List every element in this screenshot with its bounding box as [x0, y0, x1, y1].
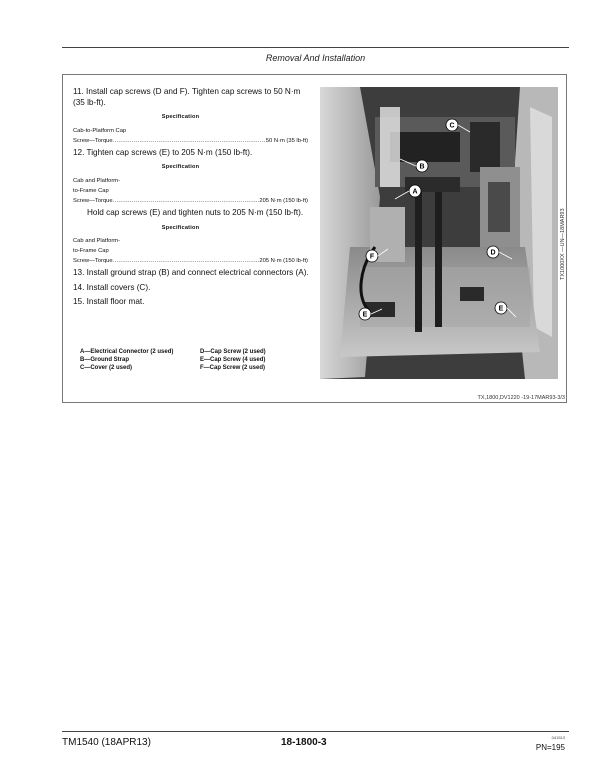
legend-item: B—Ground Strap [80, 357, 129, 363]
spec-row-label: Screw—Torque [73, 197, 113, 204]
pn-number: PN=195 [535, 743, 565, 752]
svg-text:B: B [419, 163, 425, 171]
spec-row-label: Screw—Torque [73, 258, 113, 265]
step-15: 15. Install floor mat. [73, 297, 145, 307]
legend-item: A—Electrical Connector (2 used) [80, 349, 174, 355]
spec-row [73, 196, 308, 206]
spec-row [73, 136, 308, 146]
procedure-steps [73, 87, 313, 312]
svg-text:E: E [362, 311, 368, 319]
spec-value: 205 N·m (150 lb-ft) [259, 258, 308, 265]
legend-item: F—Cap Screw (2 used) [200, 365, 266, 371]
figure-code: TX1000XX —UN—18MAR93 [560, 208, 566, 280]
step-11: 11. Install cap screws (D and F). Tighten cap screws to 50 N·m (35 lb-ft). [73, 87, 301, 107]
cab-floor-photo [320, 87, 558, 379]
legend-item: D—Cap Screw (2 used) [200, 349, 266, 355]
manual-number: TM1540 (18APR13) [62, 737, 151, 748]
svg-text:E: E [498, 305, 504, 313]
footer-date: 041513 [551, 735, 565, 740]
legend-item: C—Cover (2 used) [80, 365, 133, 371]
step-12-note: Hold cap screws (E) and tighten nuts to 205 N·m (150 lb-ft). [87, 207, 304, 217]
spec-label: Cab and Platform- [73, 238, 121, 245]
spec-heading: Specification [161, 224, 200, 231]
step-13: 13. Install ground strap (B) and connect electrical connectors (A). [73, 268, 309, 278]
spec-label: to-Frame Cap [73, 187, 109, 194]
spec-value: 205 N·m (150 lb-ft) [259, 197, 308, 204]
spec-row [73, 256, 308, 266]
footer-rule [62, 731, 569, 732]
header-rule [62, 47, 569, 48]
spec-row-label: Screw—Torque [73, 137, 113, 144]
section-title: Removal And Installation [265, 53, 366, 63]
reference-code: TX,1800,DV1220 -19-17MAR93-3/3 [477, 395, 565, 401]
cab-floor-illustration [320, 87, 558, 379]
svg-text:D: D [490, 249, 496, 257]
svg-text:F: F [369, 253, 375, 261]
legend-right [200, 348, 266, 372]
page-number: 18-1800-3 [281, 737, 327, 748]
spec-label: Cab and Platform- [73, 177, 121, 184]
spec-heading: Specification [161, 164, 200, 171]
spec-value: 50 N·m (35 lb-ft) [265, 137, 308, 144]
step-14: 14. Install covers (C). [73, 282, 151, 292]
svg-text:C: C [449, 122, 455, 130]
spec-label: to-Frame Cap [73, 248, 109, 255]
spec-label: Cab-to-Platform Cap [73, 127, 127, 134]
legend-left [80, 348, 190, 372]
svg-text:A: A [412, 188, 418, 196]
spec-heading: Specification [161, 114, 200, 121]
legend-item: E—Cap Screw (4 used) [200, 357, 266, 363]
step-12: 12. Tighten cap screws (E) to 205 N·m (150 lb-ft). [73, 147, 253, 157]
